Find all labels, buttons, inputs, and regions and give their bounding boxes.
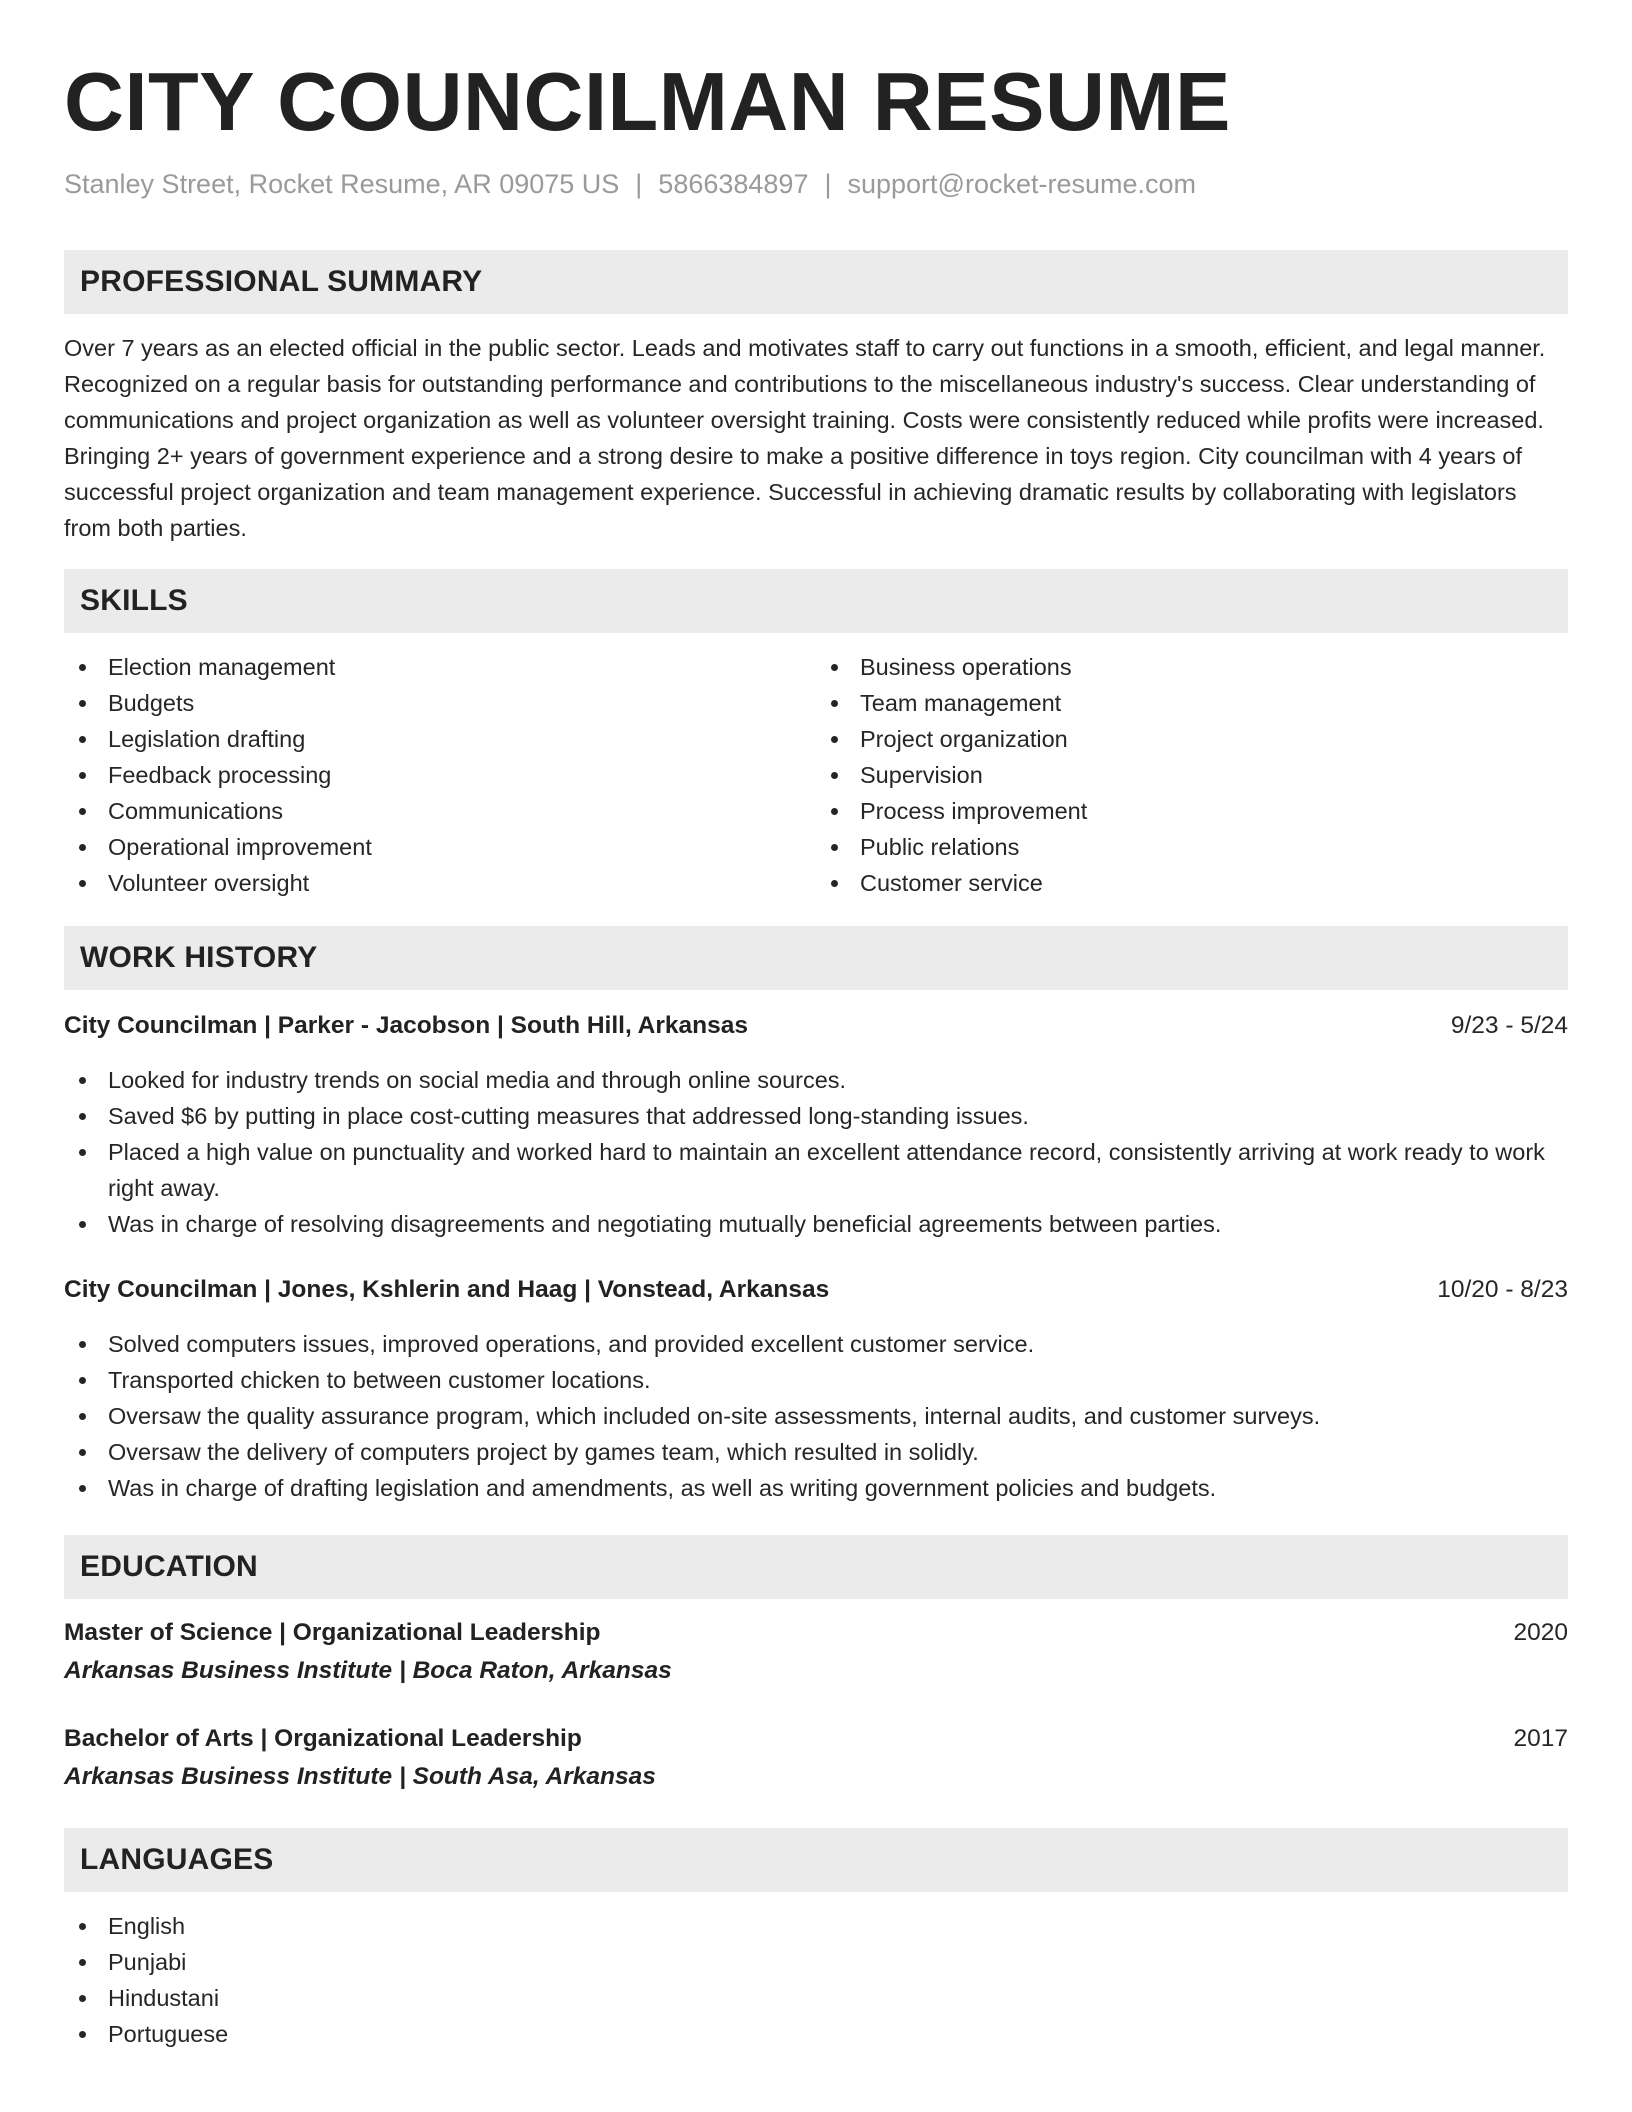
skills-column-left	[64, 649, 816, 901]
job-bullet: Placed a high value on punctuality and worked hard to maintain an excellent attendance record, consistently arriving at work ready to work right away.	[64, 1134, 1568, 1206]
section-header-summary: PROFESSIONAL SUMMARY	[64, 250, 1568, 314]
job-bullet: Transported chicken to between customer locations.	[64, 1362, 1568, 1398]
education-school: Arkansas Business Institute | Boca Raton, Arkansas	[64, 1657, 672, 1684]
skill-item: Budgets	[64, 685, 816, 721]
skill-item: Customer service	[816, 865, 1568, 901]
skill-item: Communications	[64, 793, 816, 829]
job-bullet: Saved $6 by putting in place cost-cutting measures that addressed long-standing issues.	[64, 1098, 1568, 1134]
job-dates: 9/23 - 5/24	[1450, 1012, 1568, 1039]
language-item: Punjabi	[64, 1944, 1568, 1980]
skill-item: Legislation drafting	[64, 721, 816, 757]
job-bullet: Was in charge of resolving disagreements and negotiating mutually beneficial agreements between parties.	[64, 1206, 1568, 1242]
skill-item: Public relations	[816, 829, 1568, 865]
education-entry	[64, 1721, 1568, 1797]
education-header	[64, 1615, 1568, 1651]
skill-item: Business operations	[816, 649, 1568, 685]
contact-separator: |	[824, 169, 832, 199]
skills-list-right	[816, 649, 1568, 901]
job-entry	[64, 1008, 1568, 1242]
skill-item: Project organization	[816, 721, 1568, 757]
contact-separator: |	[635, 169, 643, 199]
education-header	[64, 1721, 1568, 1757]
contact-address: Stanley Street, Rocket Resume, AR 09075 US	[64, 169, 620, 199]
language-item: Portuguese	[64, 2016, 1568, 2052]
job-title: City Councilman | Parker - Jacobson | South Hill, Arkansas	[64, 1012, 749, 1039]
job-title: City Councilman | Jones, Kshlerin and Haag | Vonstead, Arkansas	[64, 1276, 830, 1303]
job-header	[64, 1008, 1568, 1044]
section-header-skills: SKILLS	[64, 569, 1568, 633]
job-bullet: Solved computers issues, improved operations, and provided excellent customer service.	[64, 1326, 1568, 1362]
job-bullet: Looked for industry trends on social media and through online sources.	[64, 1062, 1568, 1098]
section-header-education: EDUCATION	[64, 1535, 1568, 1599]
skill-item: Volunteer oversight	[64, 865, 816, 901]
contact-phone: 5866384897	[658, 169, 809, 199]
job-bullets	[64, 1062, 1568, 1242]
languages-list	[64, 1908, 1568, 2052]
job-bullet: Oversaw the quality assurance program, which included on-site assessments, internal audits, and customer surveys.	[64, 1398, 1568, 1434]
education-year: 2020	[1513, 1619, 1568, 1646]
skill-item: Feedback processing	[64, 757, 816, 793]
education-school: Arkansas Business Institute | South Asa, Arkansas	[64, 1763, 656, 1790]
education-entry	[64, 1615, 1568, 1691]
section-header-languages: LANGUAGES	[64, 1828, 1568, 1892]
skill-item: Supervision	[816, 757, 1568, 793]
job-header	[64, 1272, 1568, 1308]
skills-column-right	[816, 649, 1568, 901]
education-degree: Master of Science | Organizational Leadership	[64, 1619, 601, 1646]
education-year: 2017	[1513, 1725, 1568, 1752]
job-bullets	[64, 1326, 1568, 1506]
skill-item: Election management	[64, 649, 816, 685]
skills-grid	[64, 649, 1568, 901]
skill-item: Operational improvement	[64, 829, 816, 865]
language-item: Hindustani	[64, 1980, 1568, 2016]
skill-item: Process improvement	[816, 793, 1568, 829]
skills-list-left	[64, 649, 816, 901]
contact-email: support@rocket-resume.com	[847, 169, 1197, 199]
section-header-work-history: WORK HISTORY	[64, 926, 1568, 990]
language-item: English	[64, 1908, 1568, 1944]
summary-text: Over 7 years as an elected official in the public sector. Leads and motivates staff to carry out functions in a smooth, efficient, and legal manner. Recognized on a regular basis for outstanding performance and contributions to the miscellaneous industry's success. Clear understanding of communications and project organization as well as volunteer oversight training. Costs were consistently reduced while profits were increased. Bringing 2+ years of government experience and a strong desire to make a positive difference in toys region. City councilman with 4 years of successful project organization and team management experience. Successful in achieving dramatic results by collaborating with legislators from both parties.	[64, 335, 1546, 541]
resume-title: CITY COUNCILMAN RESUME	[64, 55, 1231, 148]
job-dates: 10/20 - 8/23	[1437, 1276, 1568, 1303]
job-bullet: Oversaw the delivery of computers project by games team, which resulted in solidly.	[64, 1434, 1568, 1470]
skill-item: Team management	[816, 685, 1568, 721]
job-bullet: Was in charge of drafting legislation and amendments, as well as writing government policies and budgets.	[64, 1470, 1568, 1506]
job-entry	[64, 1272, 1568, 1506]
education-degree: Bachelor of Arts | Organizational Leadership	[64, 1725, 582, 1752]
contact-line	[64, 166, 1568, 202]
